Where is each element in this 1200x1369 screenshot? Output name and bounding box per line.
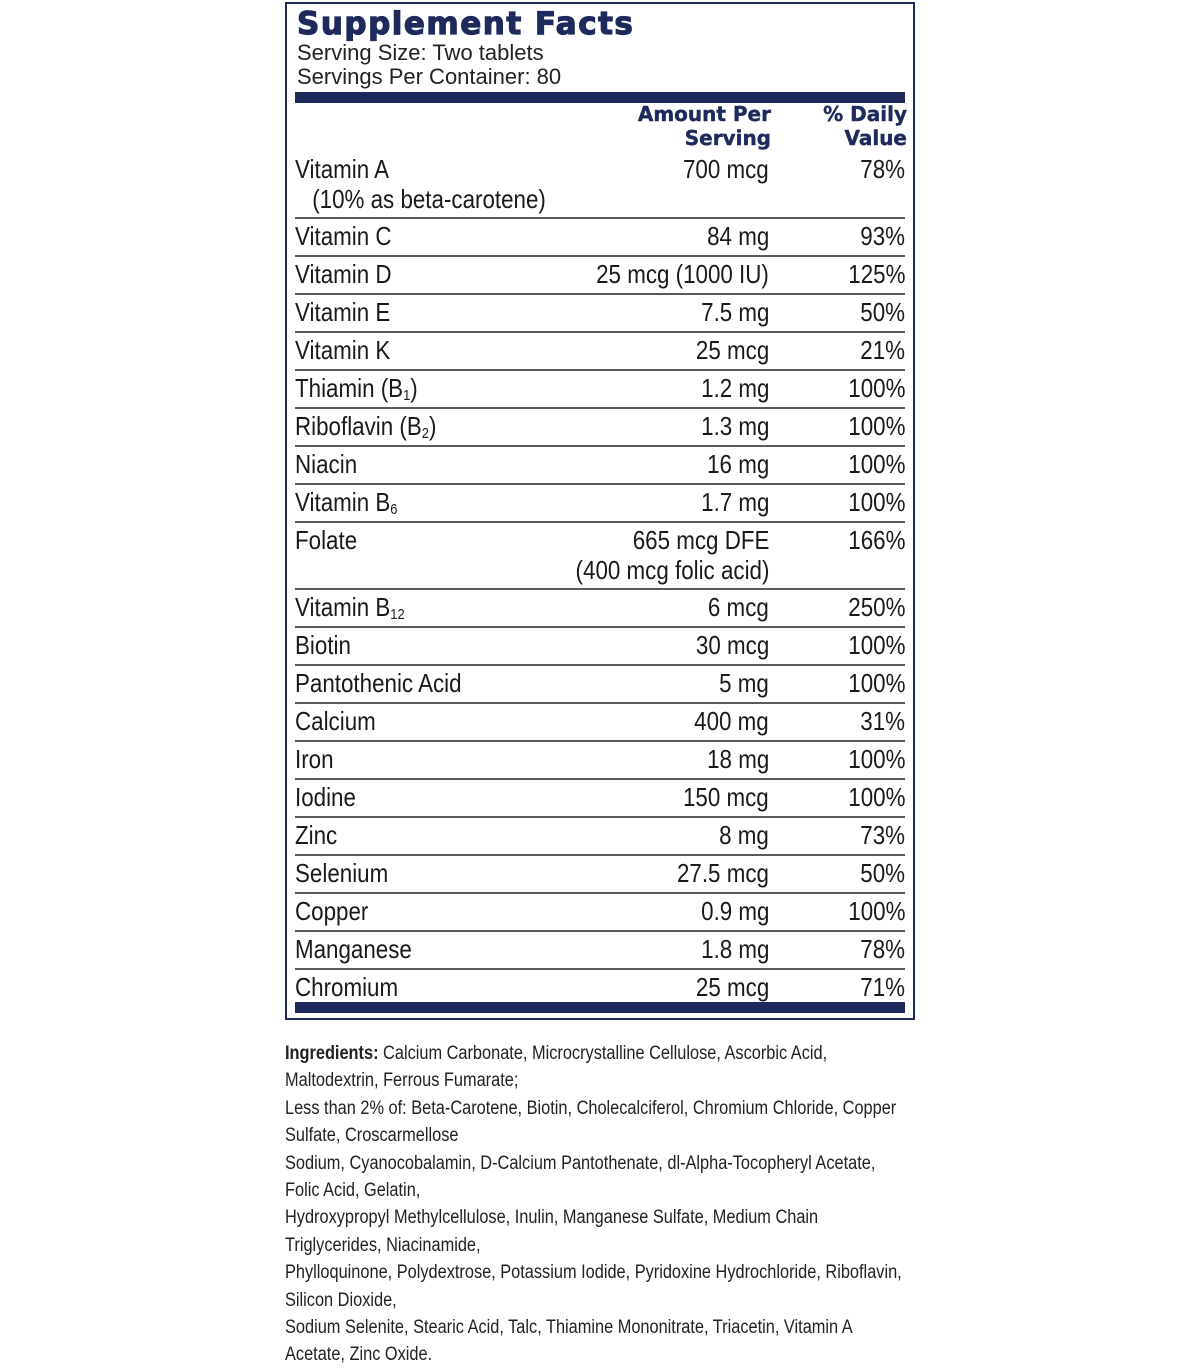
- nutrient-amount: [694, 706, 769, 736]
- nutrient-name-text: Zinc: [295, 820, 338, 850]
- nutrient-name: [295, 592, 405, 622]
- table-row: [295, 666, 905, 704]
- nutrient-name-text: Thiamin (B: [295, 373, 404, 403]
- nutrient-amount: [719, 820, 769, 850]
- nutrient-name: [295, 820, 337, 850]
- nutrient-amount-text: 150 mcg: [683, 782, 769, 812]
- nutrient-amount: [707, 221, 769, 251]
- nutrient-amount: [701, 934, 769, 964]
- nutrient-amount-text: 25 mcg: [695, 972, 769, 1002]
- nutrient-amount: [707, 744, 769, 774]
- table-row: [295, 447, 905, 485]
- ingredients-line: [285, 1095, 913, 1150]
- table-row: [295, 818, 905, 856]
- nutrient-amount: [701, 487, 769, 517]
- nutrient-amount: [708, 592, 769, 622]
- nutrient-name-close: ): [410, 373, 418, 403]
- ingredients-line: [285, 1259, 913, 1314]
- ingredients-heading: Ingredients:: [285, 1043, 379, 1064]
- nutrient-subscript: 2: [421, 425, 429, 442]
- nutrient-name: [295, 934, 412, 964]
- nutrient-daily-value: 250%: [847, 592, 905, 622]
- nutrient-name-text: Biotin: [295, 630, 351, 660]
- nutrient-subscript: 6: [390, 501, 398, 518]
- daily-value-header-line-1: % Daily: [823, 102, 907, 126]
- nutrient-amount-text: 5 mg: [719, 668, 769, 698]
- nutrient-daily-value: 166%: [847, 525, 905, 555]
- table-row: [295, 152, 905, 219]
- nutrient-daily-value: 100%: [847, 896, 905, 926]
- nutrient-name: [295, 630, 351, 660]
- nutrient-name-text: Niacin: [295, 449, 358, 479]
- nutrient-name-text: Vitamin B: [295, 487, 391, 517]
- ingredients-text: Phylloquinone, Polydextrose, Potassium Iodide, Pyridoxine Hydrochloride, Riboflavin, Silicon Dioxide,: [285, 1262, 902, 1311]
- nutrient-amount: [719, 668, 769, 698]
- nutrient-amount-text: 6 mcg: [708, 592, 769, 622]
- nutrient-amount: [677, 858, 769, 888]
- nutrient-amount: [683, 782, 769, 812]
- nutrient-amount: [696, 972, 769, 1002]
- nutrient-amount-text: 8 mg: [719, 820, 769, 850]
- nutrient-daily-value: 100%: [847, 668, 905, 698]
- nutrient-name-text: Vitamin E: [295, 297, 391, 327]
- nutrient-name: [295, 487, 397, 517]
- nutrient-amount: [696, 335, 769, 365]
- nutrient-name: [295, 744, 334, 774]
- nutrient-daily-value: 100%: [847, 782, 905, 812]
- nutrient-subscript: 1: [403, 387, 411, 404]
- nutrient-daily-value: 31%: [860, 706, 905, 736]
- nutrient-amount-text: 27.5 mcg: [677, 858, 769, 888]
- table-row: [295, 485, 905, 523]
- nutrient-amount-text: 84 mg: [706, 221, 769, 251]
- nutrient-amount-text: 1.2 mg: [700, 373, 769, 403]
- nutrient-amount: [683, 154, 769, 184]
- nutrient-daily-value: 100%: [847, 630, 905, 660]
- nutrient-daily-value: 78%: [860, 934, 905, 964]
- nutrient-name-text: Vitamin D: [295, 259, 392, 289]
- nutrient-amount-text: 400 mg: [694, 706, 769, 736]
- nutrient-name: [295, 782, 356, 812]
- nutrient-name: [295, 525, 357, 555]
- table-row: [295, 257, 905, 295]
- table-row: [295, 780, 905, 818]
- nutrient-name: [295, 411, 436, 441]
- serving-size: Serving Size: Two tablets: [297, 40, 544, 65]
- table-row: [295, 219, 905, 257]
- nutrient-name: [295, 154, 546, 214]
- nutrient-name-text: Selenium: [295, 858, 389, 888]
- nutrient-amount-text: 25 mcg: [695, 335, 769, 365]
- nutrient-amount-text: 7.5 mg: [700, 297, 769, 327]
- nutrient-name-text: Manganese: [295, 934, 412, 964]
- nutrient-amount-text: 30 mcg: [695, 630, 769, 660]
- ingredients-line: [285, 1204, 913, 1259]
- ingredients-text: Sodium Selenite, Stearic Acid, Talc, Thiamine Mononitrate, Triacetin, Vitamin A Acetate, Zinc Oxide.: [285, 1317, 852, 1366]
- ingredients-statement: [285, 1040, 913, 1369]
- nutrient-name-text: Folate: [295, 525, 358, 555]
- nutrient-name: [295, 972, 398, 1002]
- ingredients-line: [285, 1040, 913, 1095]
- table-row: [295, 742, 905, 780]
- nutrient-amount: [596, 259, 769, 289]
- nutrient-name-text: Vitamin B: [295, 592, 391, 622]
- nutrient-name: [295, 259, 392, 289]
- table-row: [295, 295, 905, 333]
- nutrient-amount-text: 18 mg: [706, 744, 769, 774]
- table-row: [295, 894, 905, 932]
- nutrient-name: [295, 668, 462, 698]
- nutrient-name-text: Copper: [295, 896, 369, 926]
- amount-header-line-2: Serving: [684, 126, 771, 150]
- nutrient-amount-text: 1.7 mg: [700, 487, 769, 517]
- nutrient-name: [295, 297, 390, 327]
- servings-per-container: Servings Per Container: 80: [297, 64, 562, 89]
- nutrient-name: [295, 221, 392, 251]
- nutrient-note: (10% as beta-carotene): [312, 184, 546, 214]
- table-row: [295, 856, 905, 894]
- nutrient-name-text: Riboflavin (B: [295, 411, 422, 441]
- table-row: [295, 628, 905, 666]
- table-row: [295, 704, 905, 742]
- nutrient-name: [295, 335, 390, 365]
- nutrient-daily-value: 100%: [847, 487, 905, 517]
- nutrient-subscript: 12: [390, 606, 405, 623]
- nutrient-amount-text: 25 mcg (1000 IU): [596, 259, 769, 289]
- nutrient-name: [295, 373, 418, 403]
- nutrient-amount-text: 1.8 mg: [700, 934, 769, 964]
- ingredients-text: Less than 2% of: Beta-Carotene, Biotin, Cholecalciferol, Chromium Chloride, Copper Sulfate, Croscarmellose: [285, 1097, 897, 1147]
- nutrient-amount: [707, 449, 769, 479]
- nutrient-name: [295, 706, 376, 736]
- ingredients-text: Hydroxypropyl Methylcellulose, Inulin, Manganese Sulfate, Medium Chain Triglycerides, Niacinamide,: [285, 1207, 819, 1256]
- ingredients-line: [285, 1314, 913, 1369]
- nutrient-name-text: Vitamin A: [295, 154, 390, 184]
- amount-header-line-1: Amount Per: [637, 102, 771, 126]
- nutrient-amount-text: 16 mg: [706, 449, 769, 479]
- nutrient-amount: [701, 373, 769, 403]
- nutrient-daily-value: 100%: [847, 411, 905, 441]
- nutrient-name-text: Pantothenic Acid: [295, 668, 462, 698]
- supplement-facts-panel: [285, 2, 915, 1020]
- nutrient-daily-value: 73%: [860, 820, 905, 850]
- nutrient-daily-value: 100%: [847, 744, 905, 774]
- nutrient-name: [295, 449, 357, 479]
- nutrient-daily-value: 50%: [860, 297, 905, 327]
- nutrient-amount-note: (400 mcg folic acid): [575, 555, 769, 585]
- table-row: [295, 523, 905, 590]
- nutrient-daily-value: 100%: [847, 373, 905, 403]
- nutrient-daily-value: 21%: [860, 335, 905, 365]
- nutrient-name: [295, 858, 388, 888]
- ingredients-text: Sodium, Cyanocobalamin, D-Calcium Pantothenate, dl-Alpha-Tocopheryl Acetate, Folic Acid, Gelatin,: [285, 1152, 876, 1202]
- daily-value-header: [787, 102, 907, 150]
- nutrient-amount: [701, 896, 769, 926]
- nutrient-daily-value: 93%: [860, 221, 905, 251]
- nutrient-daily-value: 100%: [847, 449, 905, 479]
- nutrient-daily-value: 125%: [847, 259, 905, 289]
- nutrient-name-text: Iron: [295, 744, 334, 774]
- daily-value-header-line-2: Value: [844, 126, 907, 150]
- table-row: [295, 590, 905, 628]
- nutrient-amount-text: 665 mcg DFE: [632, 525, 769, 555]
- nutrient-amount: [701, 297, 769, 327]
- nutrient-table: [295, 152, 905, 1008]
- nutrient-amount: [575, 525, 769, 585]
- footer-rule: [295, 1002, 905, 1013]
- ingredients-line: [285, 1150, 913, 1205]
- nutrient-amount: [696, 630, 769, 660]
- amount-per-serving-header: [571, 102, 771, 150]
- nutrient-name-close: ): [428, 411, 437, 441]
- nutrient-daily-value: 71%: [860, 972, 905, 1002]
- nutrient-amount: [701, 411, 769, 441]
- table-row: [295, 932, 905, 970]
- nutrient-name-text: Vitamin C: [295, 221, 392, 251]
- panel-title: Supplement Facts: [297, 6, 635, 42]
- nutrient-daily-value: 50%: [860, 858, 905, 888]
- nutrient-daily-value: 78%: [860, 154, 905, 184]
- table-row: [295, 371, 905, 409]
- table-row: [295, 333, 905, 371]
- nutrient-name-text: Chromium: [295, 972, 399, 1002]
- nutrient-name-text: Iodine: [295, 782, 356, 812]
- nutrient-amount-text: 700 mcg: [683, 154, 769, 184]
- nutrient-name: [295, 896, 368, 926]
- table-row: [295, 409, 905, 447]
- nutrient-amount-text: 1.3 mg: [700, 411, 769, 441]
- nutrient-name-text: Calcium: [295, 706, 376, 736]
- nutrient-amount-text: 0.9 mg: [700, 896, 769, 926]
- ingredients-text: Calcium Carbonate, Microcrystalline Cellulose, Ascorbic Acid, Maltodextrin, Ferrous Fumarate;: [285, 1043, 828, 1092]
- nutrient-name-text: Vitamin K: [295, 335, 391, 365]
